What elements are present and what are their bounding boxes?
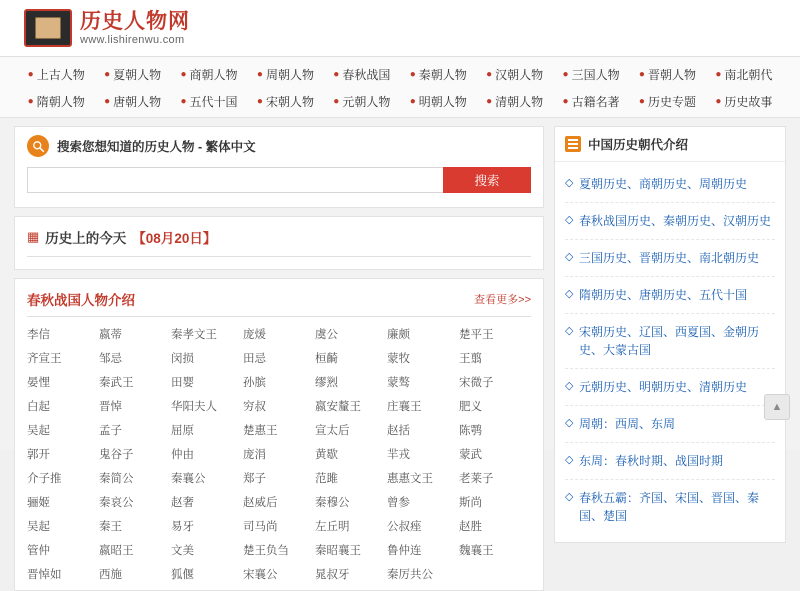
person-link[interactable]: 蒙牧 [387,353,410,365]
person-link[interactable]: 陈鹗 [459,425,482,437]
content-area [0,118,800,591]
bullet-icon: ● [486,96,493,107]
person-link[interactable]: 晋悼 [99,401,122,413]
site-url: www.lishirenwu.com [80,33,185,46]
main-nav [0,57,800,118]
book-icon-inner [35,17,61,39]
person-link[interactable]: 庄襄王 [387,401,422,413]
person-link[interactable]: 肥义 [459,401,482,413]
person-link[interactable]: 虞公 [315,329,338,341]
dynasty-link[interactable] [565,480,775,534]
nav-item-label: 商朝人物 [189,68,238,82]
dynasty-link-label: 周朝：西周、东周 [579,417,676,431]
nav-item-sui[interactable] [18,88,94,115]
person-link[interactable]: 缪煭 [315,377,338,389]
person-link[interactable]: 秦昭襄王 [315,545,361,557]
person-link[interactable]: 秦孝文王 [171,329,217,341]
dynasty-link[interactable] [565,369,775,406]
dynasty-link-label: 隋朝历史、唐朝历史、五代十国 [579,288,748,302]
search-icon [27,135,49,157]
person-link[interactable]: 郑子 [243,473,266,485]
bullet-icon: ● [562,69,569,80]
person-link[interactable]: 李信 [27,329,50,341]
person-link[interactable]: 嬴昭王 [99,545,134,557]
person-link[interactable]: 庞煖 [243,329,266,341]
person-link[interactable]: 桓齮 [315,353,338,365]
dynasty-link[interactable] [565,406,775,443]
person-link[interactable]: 斯尚 [459,497,482,509]
bullet-icon: ◇ [565,454,574,466]
person-link[interactable]: 骊姬 [27,497,50,509]
nav-item-label: 南北朝代 [724,68,773,82]
bullet-icon: ● [409,69,416,80]
list-icon [565,136,581,152]
person-link[interactable]: 赵奢 [171,497,194,509]
today-date[interactable]: 【08月20日】 [132,231,217,246]
person-link[interactable]: 庞涓 [243,449,266,461]
person-link[interactable]: 左丘明 [315,521,350,533]
person-link[interactable]: 易牙 [171,521,194,533]
nav-item-qin[interactable] [400,61,476,88]
person-link[interactable]: 齐宣王 [27,353,62,365]
person-link[interactable]: 嬴蒂 [99,329,122,341]
person-link[interactable]: 宣太后 [315,425,350,437]
nav-item-label: 周朝人物 [265,68,314,82]
bullet-icon: ● [333,96,340,107]
nav-item-wudai[interactable] [171,88,247,115]
bullet-icon: ● [333,69,340,80]
person-link[interactable]: 白起 [27,401,50,413]
person-link[interactable]: 秦哀公 [99,497,134,509]
bullet-icon: ◇ [565,380,574,392]
person-link[interactable]: 田婴 [171,377,194,389]
dynasty-link-label: 春秋五霸：齐国、宋国、晋国、秦国、楚国 [579,491,760,523]
nav-item-label: 明朝人物 [418,95,467,109]
bullet-icon: ● [409,96,416,107]
bullet-icon: ● [715,96,722,107]
person-link[interactable] [459,566,531,582]
nav-item-label: 古籍名著 [571,95,620,109]
nav-item-guji[interactable] [553,88,629,115]
person-link[interactable]: 文美 [171,545,194,557]
bullet-icon: ◇ [565,288,574,300]
bullet-icon: ● [715,69,722,80]
book-icon [24,9,72,47]
person-link[interactable]: 赵括 [387,425,410,437]
dynasty-link-label: 夏朝历史、商朝历史、周朝历史 [579,177,748,191]
person-link[interactable]: 秦简公 [99,473,134,485]
person-link[interactable]: 黄歇 [315,449,338,461]
nav-item-yuan[interactable] [324,88,400,115]
person-link[interactable]: 吴起 [27,425,50,437]
nav-row-2 [0,88,800,115]
nav-item-label: 唐朝人物 [113,95,162,109]
person-link[interactable]: 嬴安釐王 [315,401,361,413]
site-header [0,0,800,57]
person-link[interactable]: 秦穆公 [315,497,350,509]
view-more-link[interactable]: 查看更多>> [474,294,531,306]
nav-item-gushi[interactable] [706,88,782,115]
dynasty-link[interactable] [565,314,775,369]
dynasty-link[interactable] [565,203,775,240]
bullet-icon: ● [638,69,645,80]
nav-item-qing[interactable] [476,88,552,115]
search-panel [14,126,544,208]
nav-item-label: 宋朝人物 [265,95,314,109]
dynasty-link[interactable] [565,166,775,203]
divider [27,256,531,257]
bullet-icon: ● [486,69,493,80]
dynasty-link[interactable] [565,277,775,314]
nav-item-label: 清朝人物 [495,95,544,109]
people-panel [14,278,544,591]
person-link[interactable]: 晁叔牙 [315,569,350,581]
nav-item-label: 历史故事 [724,95,773,109]
person-link[interactable]: 赵威后 [243,497,278,509]
person-link[interactable]: 邹忌 [99,353,122,365]
people-header [27,289,531,317]
nav-item-han[interactable] [476,61,552,88]
person-link[interactable]: 楚惠王 [243,425,278,437]
nav-item-label: 隋朝人物 [36,95,85,109]
nav-item-label: 春秋战国 [342,68,391,82]
person-link[interactable]: 秦王 [99,521,122,533]
nav-item-label: 夏朝人物 [113,68,162,82]
nav-row-1 [0,61,800,88]
today-line [27,227,531,247]
nav-item-label: 秦朝人物 [418,68,467,82]
bullet-icon: ◇ [565,325,574,337]
search-title: 搜索您想知道的历史人物 - 繁体中文 [57,140,256,154]
bullet-icon: ● [27,69,34,80]
person-link[interactable]: 鬼谷子 [99,449,134,461]
person-link[interactable]: 公叔痤 [387,521,422,533]
search-header [27,135,531,157]
nav-item-label: 上古人物 [36,68,85,82]
person-link[interactable]: 孙膑 [243,377,266,389]
search-input[interactable] [27,167,443,193]
person-link[interactable]: 宋微子 [459,377,494,389]
dynasty-link[interactable] [565,240,775,277]
people-name-grid [27,317,531,582]
right-column [554,126,786,591]
bullet-icon: ● [256,69,263,80]
nav-item-label: 历史专题 [647,95,696,109]
nav-item-nanbeichao[interactable] [706,61,782,88]
nav-item-jin[interactable] [629,61,705,88]
person-link[interactable]: 老莱子 [459,473,494,485]
nav-item-label: 晋朝人物 [647,68,696,82]
person-link[interactable]: 屈原 [171,425,194,437]
person-link[interactable]: 范雎 [315,473,338,485]
person-link[interactable]: 宋襄公 [243,569,278,581]
nav-item-label: 元朝人物 [342,95,391,109]
person-link[interactable]: 秦厉共公 [387,569,433,581]
person-link[interactable]: 穷叔 [243,401,266,413]
search-button[interactable]: 搜索 [443,167,531,193]
person-link[interactable]: 介子推 [27,473,62,485]
person-link[interactable]: 闵损 [171,353,194,365]
nav-item-ming[interactable] [400,88,476,115]
site-logo[interactable] [80,10,190,45]
person-link[interactable]: 廉颇 [387,329,410,341]
person-link[interactable]: 惠惠文王 [387,473,433,485]
nav-item-shang[interactable] [171,61,247,88]
bullet-icon: ◇ [565,417,574,429]
nav-item-xia[interactable] [94,61,170,88]
dynasty-link-label: 三国历史、晋朝历史、南北朝历史 [579,251,760,265]
bullet-icon: ● [638,96,645,107]
dynasty-panel-header [555,127,785,162]
nav-item-label: 汉朝人物 [495,68,544,82]
person-link[interactable]: 孟子 [99,425,122,437]
bullet-icon: ● [180,69,187,80]
calendar-icon: ▦ [27,229,40,244]
dynasty-link-label: 元朝历史、明朝历史、清朝历史 [579,380,748,394]
bullet-icon: ◇ [565,214,574,226]
person-link[interactable]: 蒙武 [459,449,482,461]
person-link[interactable]: 楚平王 [459,329,494,341]
dynasty-link[interactable] [565,443,775,480]
dynasty-list [555,162,785,542]
person-link[interactable]: 晋悼如 [27,569,62,581]
nav-item-zhuanti[interactable] [629,88,705,115]
nav-item-label: 三国人物 [571,68,620,82]
search-row [27,167,531,193]
bullet-icon: ● [180,96,187,107]
nav-item-chunqiu[interactable] [324,61,400,88]
bullet-icon: ● [27,96,34,107]
person-link[interactable]: 晏悝 [27,377,50,389]
dynasty-link-label: 春秋战国历史、秦朝历史、汉朝历史 [579,214,772,228]
nav-item-sanguo[interactable] [553,61,629,88]
person-link[interactable]: 华阳夫人 [171,401,217,413]
bullet-icon: ● [562,96,569,107]
today-in-history-panel [14,216,544,270]
person-link[interactable]: 曾参 [387,497,410,509]
person-link[interactable]: 管仲 [27,545,50,557]
person-link[interactable]: 田忌 [243,353,266,365]
person-link[interactable]: 赵胜 [459,521,482,533]
person-link[interactable]: 秦武王 [99,377,134,389]
nav-item-shanggu[interactable] [18,61,94,88]
person-link[interactable]: 狐偃 [171,569,194,581]
person-link[interactable]: 羋戎 [387,449,410,461]
person-link[interactable]: 楚王负刍 [243,545,289,557]
site-title: 历史人物网 [80,10,190,34]
bullet-icon: ◇ [565,491,574,503]
person-link[interactable]: 仲由 [171,449,194,461]
person-link[interactable]: 司马尚 [243,521,278,533]
person-link[interactable]: 秦襄公 [171,473,206,485]
scroll-to-top-button[interactable]: ▲ [764,394,790,420]
dynasty-link-label: 东周：春秋时期、战国时期 [579,454,724,468]
person-link[interactable]: 魏襄王 [459,545,494,557]
person-link[interactable]: 郭开 [27,449,50,461]
people-title: 春秋战国人物介绍 [27,293,135,308]
today-label: 历史上的今天 [45,231,127,246]
nav-item-song[interactable] [247,88,323,115]
nav-item-label: 五代十国 [189,95,238,109]
left-column [14,126,544,591]
person-link[interactable]: 蒙骜 [387,377,410,389]
person-link[interactable]: 吴起 [27,521,50,533]
bullet-icon: ◇ [565,177,574,189]
nav-item-tang[interactable] [94,88,170,115]
person-link[interactable]: 西施 [99,569,122,581]
dynasty-link-label: 宋朝历史、辽国、西夏国、金朝历史、大蒙古国 [579,325,760,357]
bullet-icon: ◇ [565,251,574,263]
bullet-icon: ● [104,96,111,107]
nav-item-zhou[interactable] [247,61,323,88]
person-link[interactable]: 王翦 [459,353,482,365]
dynasty-panel [554,126,786,543]
bullet-icon: ● [256,96,263,107]
person-link[interactable]: 鲁仲连 [387,545,422,557]
bullet-icon: ● [104,69,111,80]
dynasty-panel-title: 中国历史朝代介绍 [588,138,689,152]
